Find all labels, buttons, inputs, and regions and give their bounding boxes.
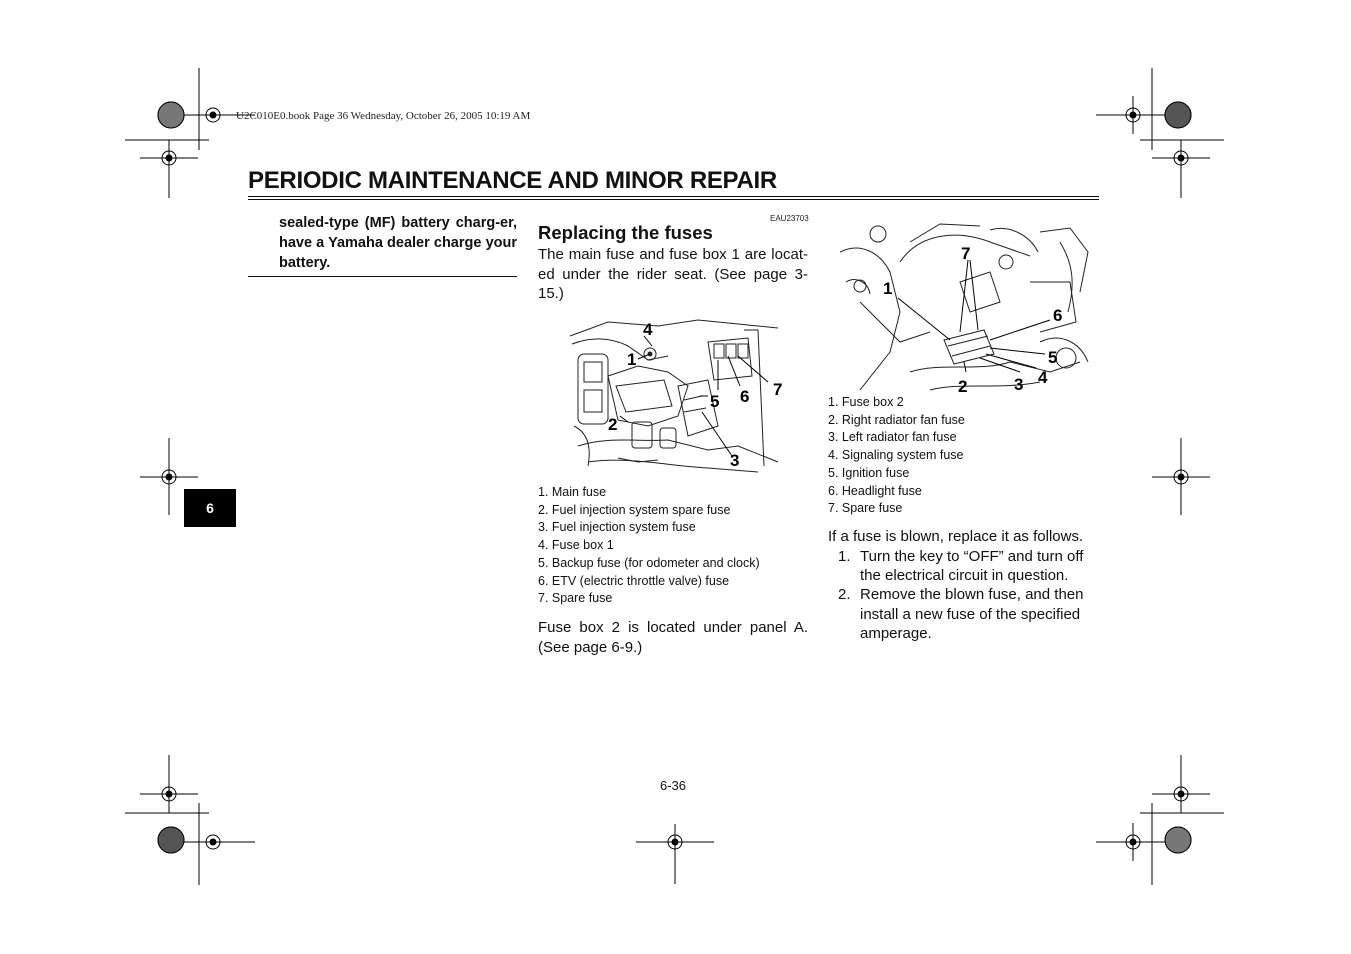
chapter-tab: 6 bbox=[184, 489, 236, 527]
step-2 bbox=[838, 585, 1100, 643]
page-title: PERIODIC MAINTENANCE AND MINOR REPAIR bbox=[248, 167, 777, 194]
title-rule bbox=[248, 196, 1099, 197]
legend-item: 5. Ignition fuse bbox=[828, 465, 910, 480]
title-rule-lower bbox=[248, 199, 1099, 200]
step-number: 1. bbox=[838, 548, 851, 565]
legend-item: 6. ETV (electric throttle valve) fuse bbox=[538, 573, 730, 588]
battery-note: sealed-type (MF) battery charg-er, have a Yamaha dealer charge your battery. bbox=[279, 215, 517, 271]
fig1-callout-3: 3 bbox=[730, 451, 740, 470]
legend-item: 4. Fuse box 1 bbox=[538, 538, 614, 553]
procedure-steps bbox=[838, 547, 1100, 643]
fig1-callout-4: 4 bbox=[643, 320, 653, 339]
step-text: Turn the key to “OFF” and turn off the electrical circuit in question. bbox=[860, 548, 1084, 585]
legend-item: 1. Main fuse bbox=[538, 485, 607, 499]
legend-item: 6. Headlight fuse bbox=[828, 483, 922, 498]
step-number: 2. bbox=[838, 586, 851, 604]
legend-item: 3. Fuel injection system fuse bbox=[538, 520, 696, 535]
step-1 bbox=[838, 547, 1100, 585]
legend-item: 1. Fuse box 2 bbox=[828, 395, 904, 409]
fig2-callout-4: 4 bbox=[1038, 368, 1048, 387]
fig2-callout-5: 5 bbox=[1048, 348, 1058, 367]
fig1-callout-1: 1 bbox=[627, 350, 637, 369]
legend-item: 7. Spare fuse bbox=[538, 591, 613, 606]
fig2-callout-7: 7 bbox=[961, 244, 971, 263]
section-code: EAU23703 bbox=[770, 214, 809, 223]
page-number: 6-36 bbox=[660, 778, 687, 793]
fuse-box2-note: Fuse box 2 is located under panel A. (See page 6-9.) bbox=[538, 619, 808, 656]
book-info-line: U2C010E0.book Page 36 Wednesday, October 26, 2005 10:19 AM bbox=[236, 110, 531, 122]
legend-item: 7. Spare fuse bbox=[828, 501, 903, 516]
fig2-callout-1: 1 bbox=[883, 279, 893, 298]
note-divider bbox=[248, 276, 517, 277]
figure2-legend bbox=[828, 394, 965, 518]
legend-item: 2. Fuel injection system spare fuse bbox=[538, 502, 731, 517]
legend-item: 2. Right radiator fan fuse bbox=[828, 412, 965, 427]
fuse-location-figure-2 bbox=[840, 222, 1092, 394]
fig1-callout-5: 5 bbox=[710, 392, 720, 411]
legend-item: 3. Left radiator fan fuse bbox=[828, 430, 957, 445]
fig2-callout-3: 3 bbox=[1014, 375, 1024, 394]
procedure-intro: If a fuse is blown, replace it as follows. bbox=[828, 528, 1084, 545]
fig1-callout-7: 7 bbox=[773, 380, 782, 399]
fig1-callout-6: 6 bbox=[740, 387, 750, 406]
figure1-legend bbox=[538, 484, 760, 608]
fuse-location-figure-1 bbox=[568, 316, 782, 476]
legend-item: 5. Backup fuse (for odometer and clock) bbox=[538, 555, 760, 570]
section-heading: Replacing the fuses bbox=[538, 222, 713, 243]
fig2-callout-6: 6 bbox=[1053, 306, 1063, 325]
legend-item: 4. Signaling system fuse bbox=[828, 448, 964, 463]
fig1-callout-2: 2 bbox=[608, 415, 618, 434]
fig2-callout-2: 2 bbox=[958, 377, 968, 394]
intro-paragraph: The main fuse and fuse box 1 are locat-ed under the rider seat. (See page 3-15.) bbox=[538, 246, 808, 302]
step-text: Remove the blown fuse, and then install a new fuse of the specified amperage. bbox=[860, 586, 1084, 642]
